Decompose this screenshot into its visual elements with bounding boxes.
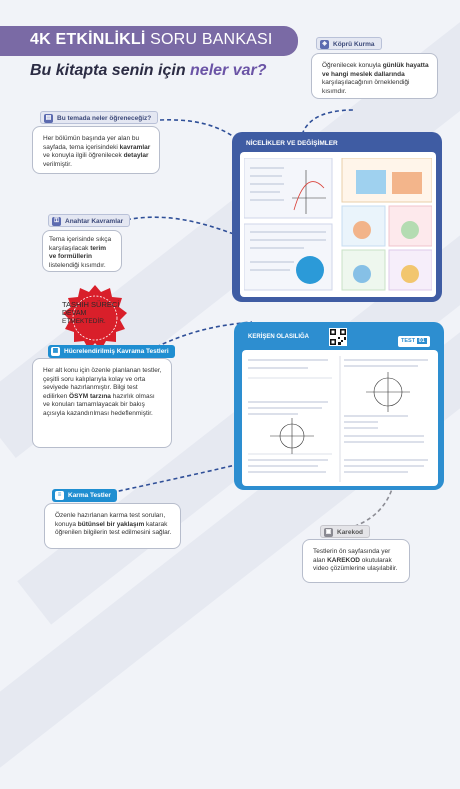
text: Özenle hazırlanan karma test soruları, konuya (55, 512, 166, 528)
connector-karma (105, 462, 248, 494)
stamp-line-2: DEVAM (62, 310, 87, 317)
text: karşılaşılacağının örneklendiği kısımdır. (322, 79, 410, 95)
text-bold: terim ve formüllerin (49, 244, 107, 261)
subtitle-text: Bu kitapta senin için (30, 62, 191, 79)
book-2-content (248, 356, 432, 482)
text-bold: kavramlar (119, 143, 151, 151)
stamp-line-1: TASHİH SÜRECİ (62, 300, 120, 309)
tag-kopru-kurma (316, 37, 382, 50)
text: Testlerin ön sayfasında yer alan (313, 548, 391, 564)
tag-karekod (320, 525, 370, 538)
text: Her alt konu için özenle planlanan testler, çeşitli soru kalıplarıyla kolay ve orta seviyede hazırlanmıştır. Bilgi test edilirken (43, 367, 162, 400)
text: Öğrenilecek konuyla (322, 62, 383, 69)
text-bold: günlük hayatta ve hangi meslek dallarında (322, 62, 429, 78)
stamp-text (62, 300, 128, 323)
text: katarak öğrenilen bilgilerin test edilmesini sağlar. (55, 520, 172, 537)
tag-label: Anahtar Kavramlar (65, 218, 124, 225)
box-karma-testler (44, 503, 181, 549)
title-rest: SORU BANKASI (145, 31, 273, 48)
text: ve konuyla ilgili öğrenilecek (43, 152, 124, 160)
text: hazırlık olması ve konuları tamamlayacak bir bakış açısıyla kazandırılması hedeflenmiştir. (43, 392, 155, 417)
connector-anahtar (120, 217, 250, 240)
tag-anahtar-kavramlar (48, 214, 130, 227)
text: verilmiştir. (43, 160, 72, 168)
box-anahtar-kavramlar (42, 230, 122, 272)
text-bold: ÖSYM tarzına (69, 392, 111, 400)
grid-icon: ▦ (52, 348, 59, 354)
tag-label: Köprü Kurma (333, 41, 375, 48)
book-spread-1 (232, 132, 442, 302)
book-1-content (244, 158, 432, 293)
key-icon: ⚿ (52, 217, 61, 226)
qr-code-icon: ▣ (325, 529, 332, 535)
text-bold: bütünsel bir yaklaşım (77, 520, 145, 528)
box-karekod (302, 539, 410, 583)
qr-code-icon (329, 328, 347, 346)
layers-icon: ≡ (55, 491, 64, 500)
box-hucrelendirilmis (32, 358, 172, 448)
bridge-icon: ◈ (320, 40, 329, 49)
box-bu-temada (32, 126, 160, 174)
tag-label: Karma Testler (68, 492, 111, 499)
tag-hucrelendirilmis (48, 345, 175, 358)
tag-bu-temada (40, 111, 158, 124)
test-number: 01 (418, 338, 425, 344)
text-bold: detaylar (123, 152, 149, 160)
tag-label: Bu temada neler öğreneceğiz? (57, 115, 152, 122)
tag-label: Karekod (337, 529, 364, 536)
text: Tema içerisinde sıkça karşılaşılacak (49, 236, 112, 252)
box-kopru-kurma (311, 53, 438, 99)
test-badge (398, 336, 430, 347)
text: okutularak video çözümlerine ulaşılabilir. (313, 556, 398, 573)
test-label: TEST (401, 338, 416, 344)
text: listelendiği kısımdır. (49, 261, 106, 269)
subtitle-highlight: neler var? (190, 62, 267, 79)
book-1-header: NİCELİKLER VE DEĞİŞİMLER (246, 140, 338, 147)
book-spread-2 (234, 322, 444, 490)
tag-karma-testler (52, 489, 117, 502)
book-icon: ▤ (45, 115, 52, 121)
text: Her bölümün başında yer alan bu sayfada, tema içerisindeki (43, 135, 140, 151)
tag-label: Hücrelendirilmiş Kavrama Testleri (64, 348, 169, 355)
stamp-line-3: ETMEKTEDİR. (62, 318, 106, 325)
text-bold: KAREKOD (327, 556, 360, 564)
book-2-header: KERİŞEN OLASILIĞA (248, 334, 310, 340)
title-bold: 4K ETKİNLİKLİ (30, 31, 146, 48)
